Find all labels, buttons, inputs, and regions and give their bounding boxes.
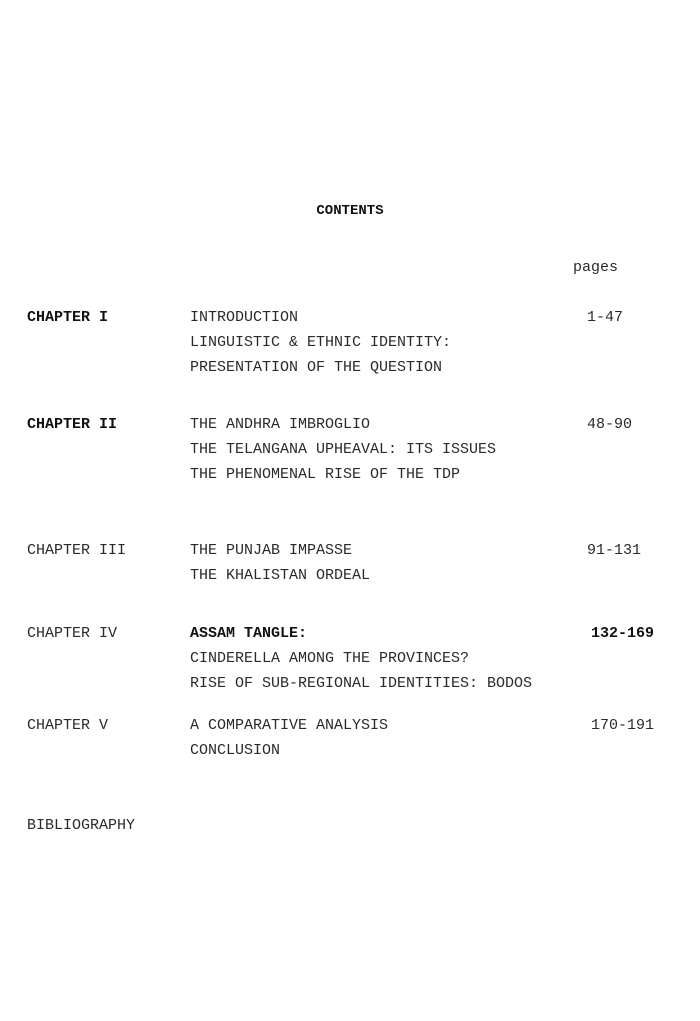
chapter-label: CHAPTER III [27,542,127,559]
chapter-title-line: THE TELANGANA UPHEAVAL: ITS ISSUES [190,441,497,458]
chapter-title-line: A COMPARATIVE ANALYSIS [190,717,389,734]
chapter-title-line: LINGUISTIC & ETHNIC IDENTITY: [190,334,452,351]
chapter-title-line: THE ANDHRA IMBROGLIO [190,416,371,433]
chapter-title-line: PRESENTATION OF THE QUESTION [190,359,443,376]
chapter-label: CHAPTER V [27,717,109,734]
page-range: 170-191 [591,717,655,734]
chapter-title-line: THE KHALISTAN ORDEAL [190,567,371,584]
page-range: 48-90 [587,416,633,433]
chapter-title-line: THE PHENOMENAL RISE OF THE TDP [190,466,461,483]
chapter-title-line: CINDERELLA AMONG THE PROVINCES? [190,650,470,667]
chapter-title-line: RISE OF SUB-REGIONAL IDENTITIES: BODOS [190,675,533,692]
chapter-title-line: THE PUNJAB IMPASSE [190,542,353,559]
page-range: 91-131 [587,542,642,559]
chapter-label: CHAPTER II [27,416,118,433]
chapter-label: CHAPTER IV [27,625,118,642]
chapter-title-line: ASSAM TANGLE: [190,625,308,642]
page-range: 1-47 [587,309,624,326]
chapter-label: CHAPTER I [27,309,109,326]
bibliography-entry: BIBLIOGRAPHY [27,817,136,834]
chapter-title-line: INTRODUCTION [190,309,299,326]
page-range: 132-169 [591,625,655,642]
chapter-title-line: CONCLUSION [190,742,281,759]
pages-column-heading: pages [573,259,619,276]
page-title: CONTENTS [316,203,384,219]
